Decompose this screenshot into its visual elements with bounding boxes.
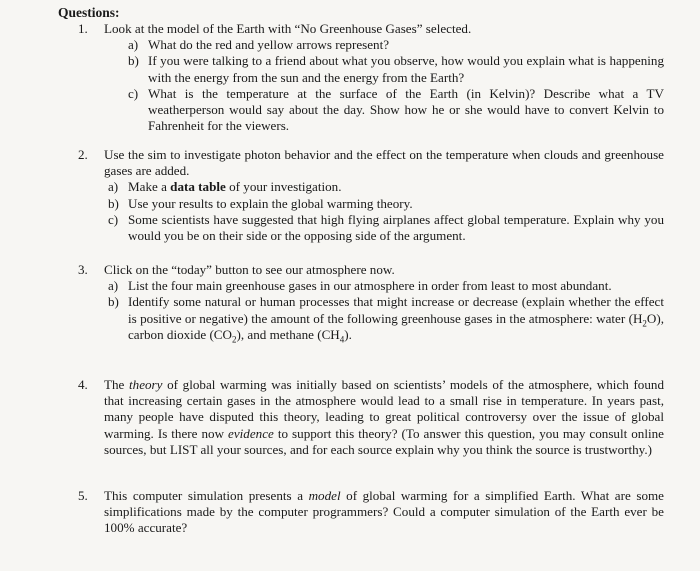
question-3 [78, 262, 664, 345]
subquestion-2a [108, 179, 664, 195]
subquestion-label: a) [108, 278, 119, 294]
subquestion-text-mid: ), and methane (CH [236, 326, 340, 342]
subquestion-3b [108, 294, 664, 343]
questions-heading: Questions: [58, 5, 120, 20]
subquestion-text-post: ). [344, 326, 352, 342]
question-4 [78, 377, 664, 458]
subquestion-2c [108, 212, 664, 244]
subquestion-label: b) [108, 294, 119, 310]
subscript: 2 [642, 318, 647, 329]
subquestion-label: b) [128, 53, 139, 69]
subquestion-text-mid: O), carbon dioxide (CO [128, 310, 664, 342]
question-number: 4. [78, 377, 88, 392]
subquestion-text: What do the red and yellow arrows represent? [148, 37, 390, 53]
subquestion-label: b) [108, 195, 119, 211]
subquestion-2b [108, 196, 664, 212]
subquestion-label: a) [108, 179, 119, 195]
model-emphasis: model [308, 488, 341, 503]
subquestion-text: What is the temperature at the surface of the Earth (in Kelvin)? Describe what a TV weatherperson would say about the day. Show how he or she would have to convert Kelvin to Fahrenheit for the viewers. [148, 85, 664, 134]
question-number: 2. [78, 147, 88, 162]
subquestion-label: c) [108, 211, 119, 227]
evidence-emphasis: evidence [228, 425, 274, 441]
subquestion-text: Use your results to explain the global warming theory. [128, 195, 413, 211]
question-number: 5. [78, 488, 88, 503]
question-1 [78, 21, 664, 134]
question-5 [78, 488, 664, 537]
question-text: Use the sim to investigate photon behavior and the effect on the temperature when clouds and greenhouse gases are added. [104, 147, 664, 179]
question-text-post: of global warming for a simplified Earth. What are some simplifications made by the computer programmers? Could a computer simulation of the Earth ever be 100% accurate? [104, 488, 664, 536]
subquestion-text: List the four main greenhouse gases in our atmosphere in order from least to most abundant. [128, 278, 612, 294]
question-text [104, 488, 664, 537]
question-text-mid: of global warming was initially based on scientists’ models of the atmosphere, which found that increasing certain gases in the atmosphere would lead to a small rise in temperature. In years past, many people have disputed this theory, leading to great political controversy over the issue of global warming. Is there now [104, 377, 664, 441]
question-text: Click on the “today” button to see our atmosphere now. [104, 262, 395, 277]
question-text-pre: The [104, 377, 130, 392]
question-number: 3. [78, 262, 88, 277]
subquestion-text-pre: Identify some natural or human processes that might increase or decrease (explain whether the effect is positive or negative) the amount of the following greenhouse gases in the atmosphere: water (H [128, 294, 664, 326]
subquestion-text-pre: Make a [128, 179, 171, 195]
subquestion-1b [128, 53, 664, 85]
subquestion-label: a) [128, 37, 139, 53]
subquestion-text-post: of your investigation. [225, 179, 342, 195]
subscript: 4 [339, 334, 345, 345]
subquestion-label: c) [128, 85, 139, 101]
question-text [104, 377, 664, 458]
data-table-emphasis: data table [170, 179, 226, 195]
question-2 [78, 147, 664, 244]
subscript: 2 [232, 334, 237, 345]
subquestion-text: If you were talking to a friend about what you observe, how would you explain what is happening with the energy from the sun and the energy from the Earth? [148, 53, 664, 85]
question-text: Look at the model of the Earth with “No Greenhouse Gases” selected. [104, 21, 472, 36]
theory-emphasis: theory [129, 377, 163, 392]
subquestion-1a [128, 37, 664, 53]
question-text-post: to support this theory? (To answer this question, you may consult online sources, but LIST all your sources, and for each source explain why you think the source is trustworthy.) [104, 425, 664, 457]
subquestion-3a [108, 278, 664, 294]
question-number: 1. [78, 21, 88, 36]
question-text-pre: This computer simulation presents a [104, 488, 309, 503]
subquestion-1c [128, 86, 664, 135]
subquestion-text: Some scientists have suggested that high flying airplanes affect global temperature. Explain why you would you be on their side or the opposing side of the argument. [128, 211, 664, 244]
